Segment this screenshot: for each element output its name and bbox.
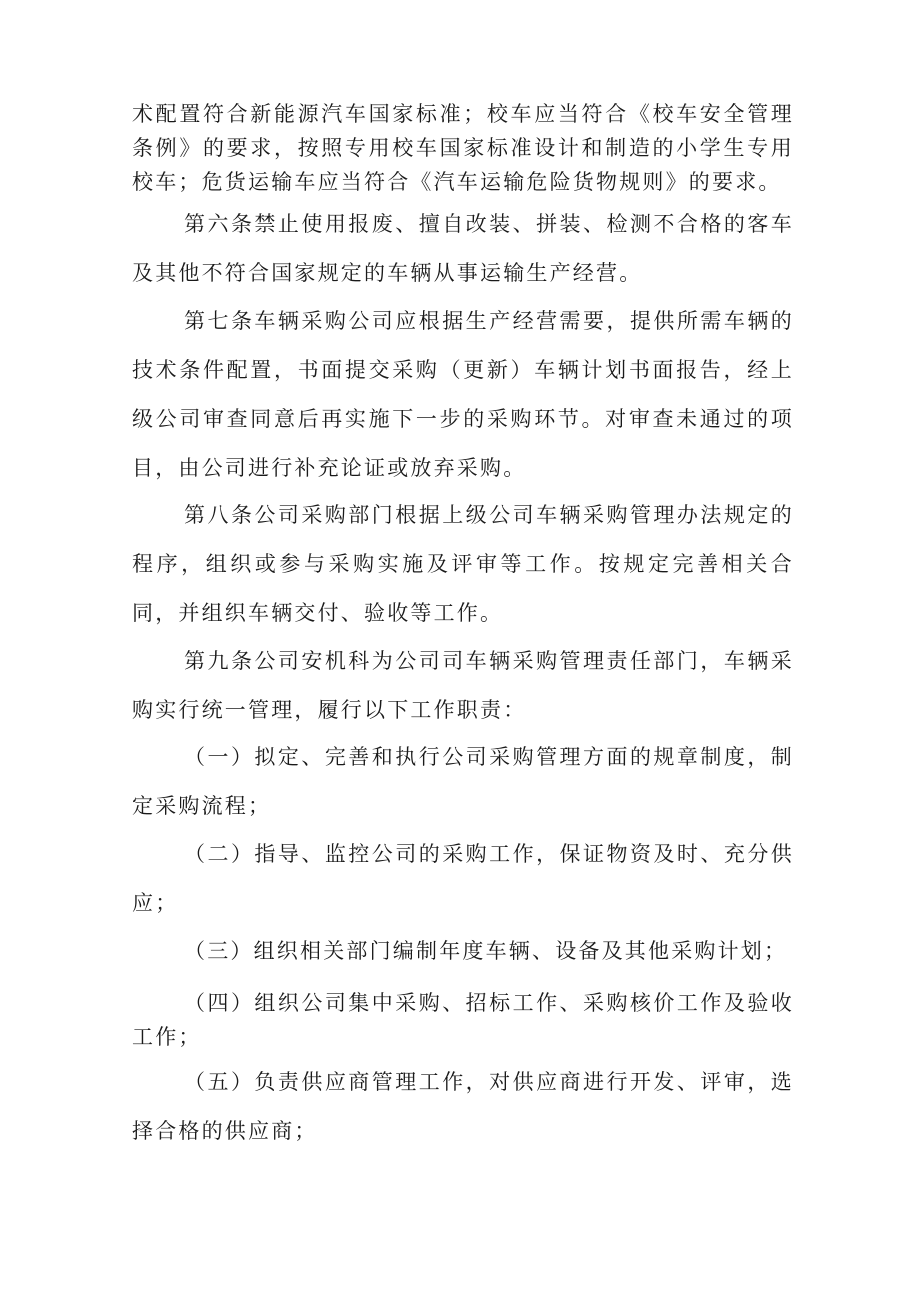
list-item-duty-3: （三）组织相关部门编制年度车辆、设备及其他采购计划；: [184, 939, 788, 963]
paragraph-article-8: 第八条公司采购部门根据上级公司车辆采购管理办法规定的程序，组织或参与采购实施及评审等工作。按规定完善相关合同，并组织车辆交付、验收等工作。: [132, 503, 794, 625]
list-item-duty-5: （五）负责供应商管理工作，对供应商进行开发、评审，选择合格的供应商；: [132, 1070, 794, 1143]
list-item-duty-1: （一）拟定、完善和执行公司采购管理方面的规章制度，制定采购流程；: [132, 745, 794, 818]
list-item-duty-4: （四）组织公司集中采购、招标工作、采购核价工作及验收工作；: [132, 991, 794, 1049]
list-item-duty-2: （二）指导、监控公司的采购工作，保证物资及时、充分供应；: [132, 842, 794, 915]
paragraph-vehicle-standards: 术配置符合新能源汽车国家标准；校车应当符合《校车安全管理条例》的要求，按照专用校车国家标准设计和制造的小学生专用校车；危货运输车应当符合《汽车运输危险货物规则》的要求。: [132, 102, 794, 194]
paragraph-article-9: 第九条公司安机科为公司司车辆采购管理责任部门，车辆采购实行统一管理，履行以下工作职责：: [132, 649, 794, 722]
paragraph-article-6: 第六条禁止使用报废、擅自改装、拼装、检测不合格的客车及其他不符合国家规定的车辆从事运输生产经营。: [132, 212, 794, 285]
paragraph-article-7: 第七条车辆采购公司应根据生产经营需要，提供所需车辆的技术条件配置，书面提交采购（更新）车辆计划书面报告，经上级公司审查同意后再实施下一步的采购环节。对审查未通过的项目，由公司进行补充论证或放弃采购。: [132, 309, 794, 480]
